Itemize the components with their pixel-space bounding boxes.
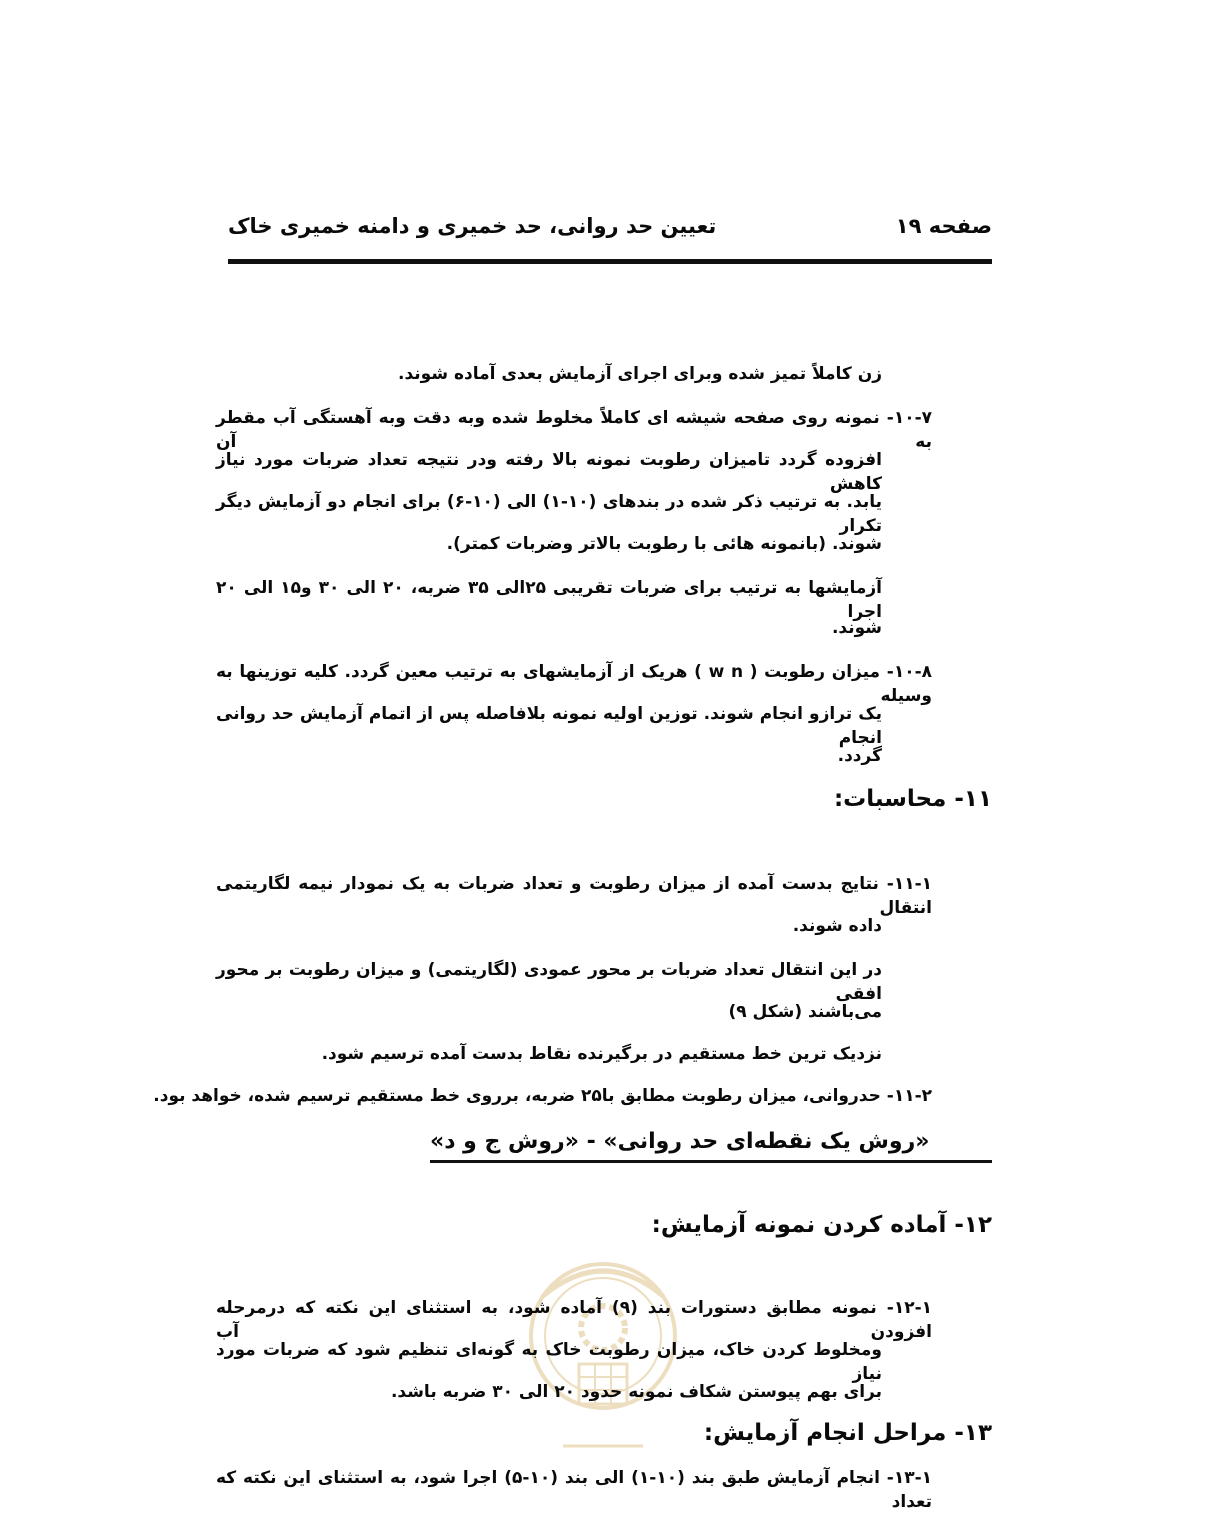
paragraph-line: ۱۲-۱- نمونه مطابق دستورات بند (۹) آماده شود، به استثنای این نکته که درمرحله افزودن آب bbox=[216, 1298, 932, 1342]
page-header bbox=[228, 214, 992, 244]
paragraph-line: برای بهم پیوستن شکاف نمونه حدود ۲۰ الی ۳۰ ضربه باشد. bbox=[390, 1382, 882, 1402]
paragraph-line: یک ترازو انجام شوند. توزین اولیه نمونه بلافاصله پس از اتمام آزمایش حد روانی انجام bbox=[216, 704, 882, 748]
paragraph-line: می‌باشند (شکل ۹) bbox=[728, 1002, 882, 1022]
paragraph-line: نزدیک ترین خط مستقیم در برگیرنده نقاط بدست آمده ترسیم شود. bbox=[321, 1044, 882, 1064]
page-number: صفحه ۱۹ bbox=[895, 214, 992, 238]
paragraph-line: یابد. به ترتیب ذکر شده در بندهای (۱۰-۱) الی (۱۰-۶) برای انجام دو آزمایش دیگر تکرار bbox=[216, 492, 882, 536]
running-title: تعیین حد روانی، حد خمیری و دامنه خمیری خاک bbox=[228, 214, 717, 238]
paragraph-line: ۱۰-۷- نمونه روی صفحه شیشه ای کاملاً مخلوط شده وبه دقت وبه آهستگی آب مقطر به آن bbox=[216, 408, 932, 452]
method-subtitle: «روش یک نقطه‌ای حد روانی» - «روش ج و د» bbox=[430, 1126, 992, 1163]
paragraph-line: در این انتقال تعداد ضربات بر محور عمودی (لگاریتمی) و میزان رطوبت بر محور افقی bbox=[216, 960, 882, 1004]
paragraph-line: آزمایشها به ترتیب برای ضربات تقریبی ۲۵الی ۳۵ ضربه، ۲۰ الی ۳۰ و۱۵ الی ۲۰ اجرا bbox=[216, 578, 883, 622]
paragraph-line: ۱۱-۱- نتایج بدست آمده از میزان رطوبت و تعداد ضربات به یک نمودار نیمه لگاریتمی انتقال bbox=[216, 874, 932, 918]
header-rule bbox=[228, 259, 992, 264]
paragraph-line: شوند. bbox=[831, 618, 882, 638]
paragraph-line: افزوده گردد تامیزان رطوبت نمونه بالا رفته ودر نتیجه تعداد ضربات مورد نیاز کاهش bbox=[216, 450, 882, 494]
section-heading: ۱۲- آماده کردن نمونه آزمایش: bbox=[651, 1212, 992, 1238]
section-heading: ۱۱- محاسبات: bbox=[833, 786, 992, 812]
paragraph-line: ومخلوط کردن خاک، میزان رطوبت خاک به گونه‌ای تنظیم شود که ضربات مورد نیاز bbox=[216, 1340, 882, 1384]
paragraph-line: زن کاملاً تمیز شده وبرای اجرای آزمایش بعدی آماده شوند. bbox=[398, 364, 882, 384]
paragraph-line: شوند. (بانمونه هائی با رطوبت بالاتر وضربات کمتر). bbox=[446, 534, 882, 554]
section-heading: ۱۳- مراحل انجام آزمایش: bbox=[703, 1420, 992, 1446]
paragraph-line: ۱۱-۲- حدروانی، میزان رطوبت مطابق با۲۵ ضربه، برروی خط مستقیم ترسیم شده، خواهد بود. bbox=[153, 1086, 932, 1106]
paragraph-line: گردد. bbox=[837, 746, 882, 766]
paragraph-line: ۱۳-۱- انجام آزمایش طبق بند (۱۰-۱) الی بند (۱۰-۵) اجرا شود، به استثنای این نکته که تعداد bbox=[216, 1468, 932, 1512]
paragraph-line: ۱۰-۸- میزان رطوبت ( w n ) هریک از آزمایشهای به ترتیب معین گردد. کلیه توزینها به وسیله bbox=[216, 662, 932, 706]
paragraph-line: داده شوند. bbox=[792, 916, 882, 936]
